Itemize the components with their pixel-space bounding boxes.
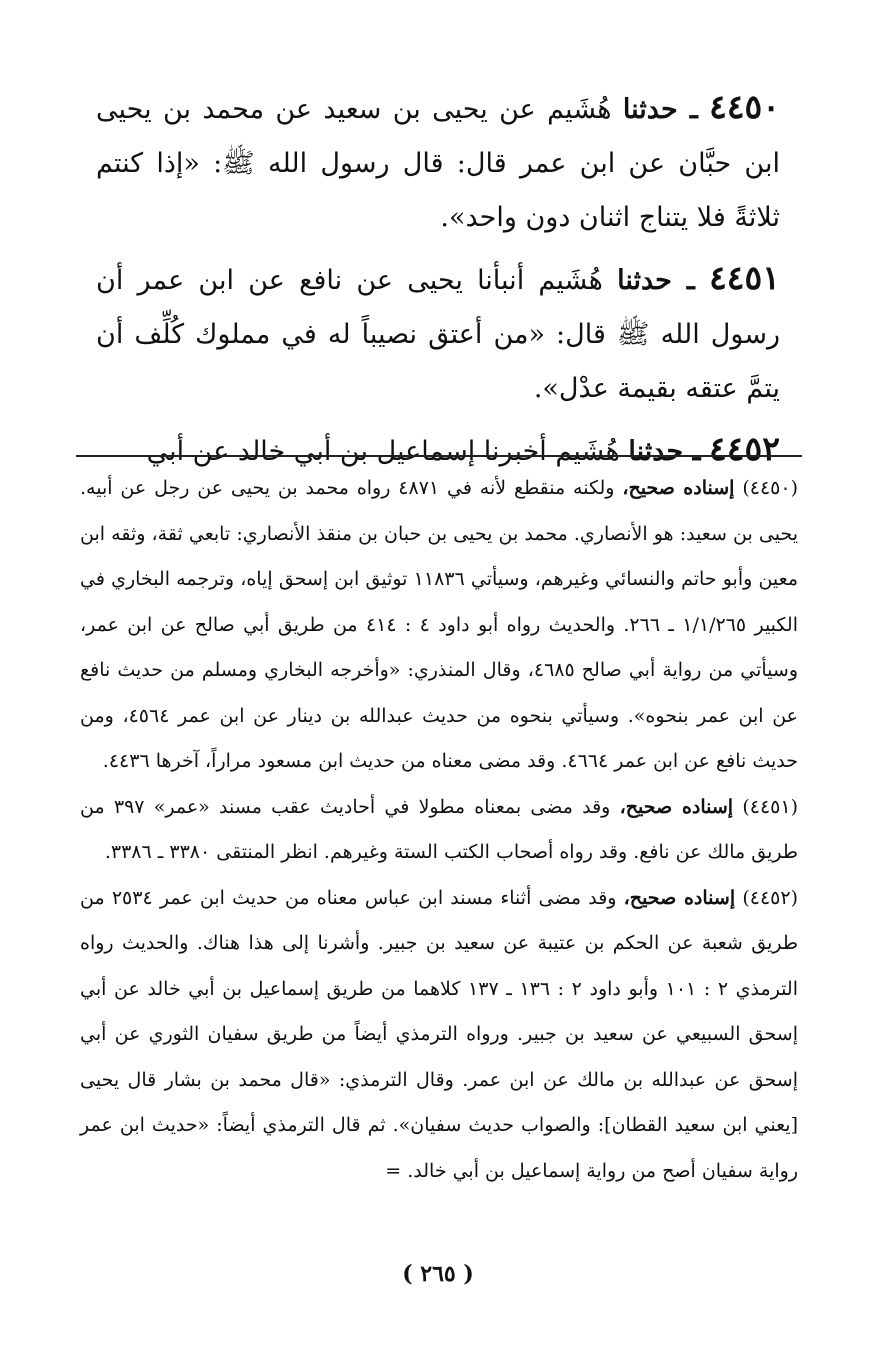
hadith-text: هُشَيم أنبأنا يحيى عن نافع عن ابن عمر أن رسول الله ﷺ قال: «من أعتق نصيباً له في مملوك كُلِّف أن يتمَّ عتقه بقيمة عدْل». — [96, 265, 780, 404]
footnote-4451 — [80, 785, 798, 876]
footnote-label: إسناده صحيح، — [622, 477, 735, 499]
hadith-lead: حدثنا — [617, 265, 672, 296]
footnote-number: (٤٤٥٠) — [742, 477, 798, 499]
hadith-number: ٤٤٥٢ — [709, 429, 780, 468]
hadith-lead: حدثنا — [622, 94, 678, 125]
hadith-lead: حدثنا — [628, 436, 684, 467]
hadith-4451: ٤٤٥١ ـ حدثنا هُشَيم أنبأنا يحيى عن نافع عن ابن عمر أن رسول الله ﷺ قال: «من أعتق نصيباً له في مملوك كُلِّف أن يتمَّ عتقه بقيمة عدْل». — [96, 258, 780, 404]
footnotes — [80, 466, 798, 1194]
footnote-4450 — [80, 466, 798, 785]
main-text — [96, 80, 780, 485]
footnote-text: ولكنه منقطع لأنه في ٤٨٧١ رواه محمد بن يحيى عن رجل عن أبيه. يحيى بن سعيد: هو الأنصاري. محمد بن يحيى بن حبان بن منقذ الأنصاري: تابعي ثقة، وثقه ابن معين وأبو حاتم والنسائي وغيرهم، وسيأتي ١١٨٣٦ توثيق ابن إسحق إياه، وترجمه البخاري في الكبير ١/١/٢٦٥ ـ ٢٦٦. والحديث رواه أبو داود ٤ : ٤١٤ من طريق أبي صالح عن ابن عمر، وسيأتي من رواية أبي صالح ٤٦٨٥، وقال المنذري: «وأخرجه البخاري ومسلم من حديث نافع عن ابن عمر بنحوه». وسيأتي بنحوه من حديث عبدالله بن دينار عن ابن عمر ٤٥٦٤، ومن حديث نافع عن ابن عمر ٤٦٦٤. وقد مضى معناه من حديث ابن مسعود مراراً، آخرها ٤٤٣٦. — [80, 477, 798, 772]
footnote-4452 — [80, 876, 798, 1195]
hadith-text: هُشَيم عن يحيى بن سعيد عن محمد بن يحيى ابن حبَّان عن ابن عمر قال: قال رسول الله ﷺ: «إذا كنتم ثلاثةً فلا يتناج اثنان دون واحد». — [96, 94, 780, 233]
footnote-text: وقد مضى أثناء مسند ابن عباس معناه من حديث ابن عمر ٢٥٣٤ من طريق شعبة عن الحكم بن عتيبة عن سعيد بن جبير. وأشرنا إلى هذا هناك. والحديث رواه الترمذي ٢ : ١٠١ وأبو داود ٢ : ١٣٦ ـ ١٣٧ كلاهما من طريق إسماعيل بن أبي خالد عن أبي إسحق السبيعي عن سعيد بن جبير. ورواه الترمذي أيضاً من طريق سفيان الثوري عن أبي إسحق عن عبدالله بن مالك عن ابن عمر. وقال الترمذي: «قال محمد بن بشار قال يحيى [يعني ابن سعيد القطان]: والصواب حديث سفيان». ثم قال الترمذي أيضاً: «حديث ابن عمر رواية سفيان أصح من رواية إسماعيل بن أبي خالد. = — [80, 886, 798, 1182]
hadith-number: ٤٤٥٠ — [709, 87, 780, 126]
page-number: ( ٢٦٥ ) — [402, 1261, 474, 1287]
footnote-divider — [76, 455, 802, 457]
footnote-label: إسناده صحيح، — [619, 795, 734, 818]
footnote-number: (٤٤٥٢) — [742, 886, 798, 909]
hadith-number: ٤٤٥١ — [709, 258, 780, 297]
hadith-4452: ٤٤٥٢ ـ حدثنا هُشَيم أخبرنا إسماعيل بن أبي خالد عن أبي — [146, 429, 780, 468]
hadith-4450: ٤٤٥٠ ـ حدثنا هُشَيم عن يحيى بن سعيد عن محمد بن يحيى ابن حبَّان عن ابن عمر قال: قال رسول الله ﷺ: «إذا كنتم ثلاثةً فلا يتناج اثنان دون واحد». — [96, 87, 780, 233]
hadith-text: هُشَيم أخبرنا إسماعيل بن أبي خالد عن أبي — [146, 436, 620, 467]
footnote-text: وقد مضى بمعناه مطولا في أحاديث عقب مسند «عمر» ٣٩٧ من طريق مالك عن نافع. وقد رواه أصحاب الكتب الستة وغيرهم. انظر المنتقى ٣٣٨٠ ـ ٣٣٨٦. — [80, 795, 798, 863]
footnote-number: (٤٤٥١) — [742, 795, 799, 818]
footnote-label: إسناده صحيح، — [623, 886, 736, 909]
